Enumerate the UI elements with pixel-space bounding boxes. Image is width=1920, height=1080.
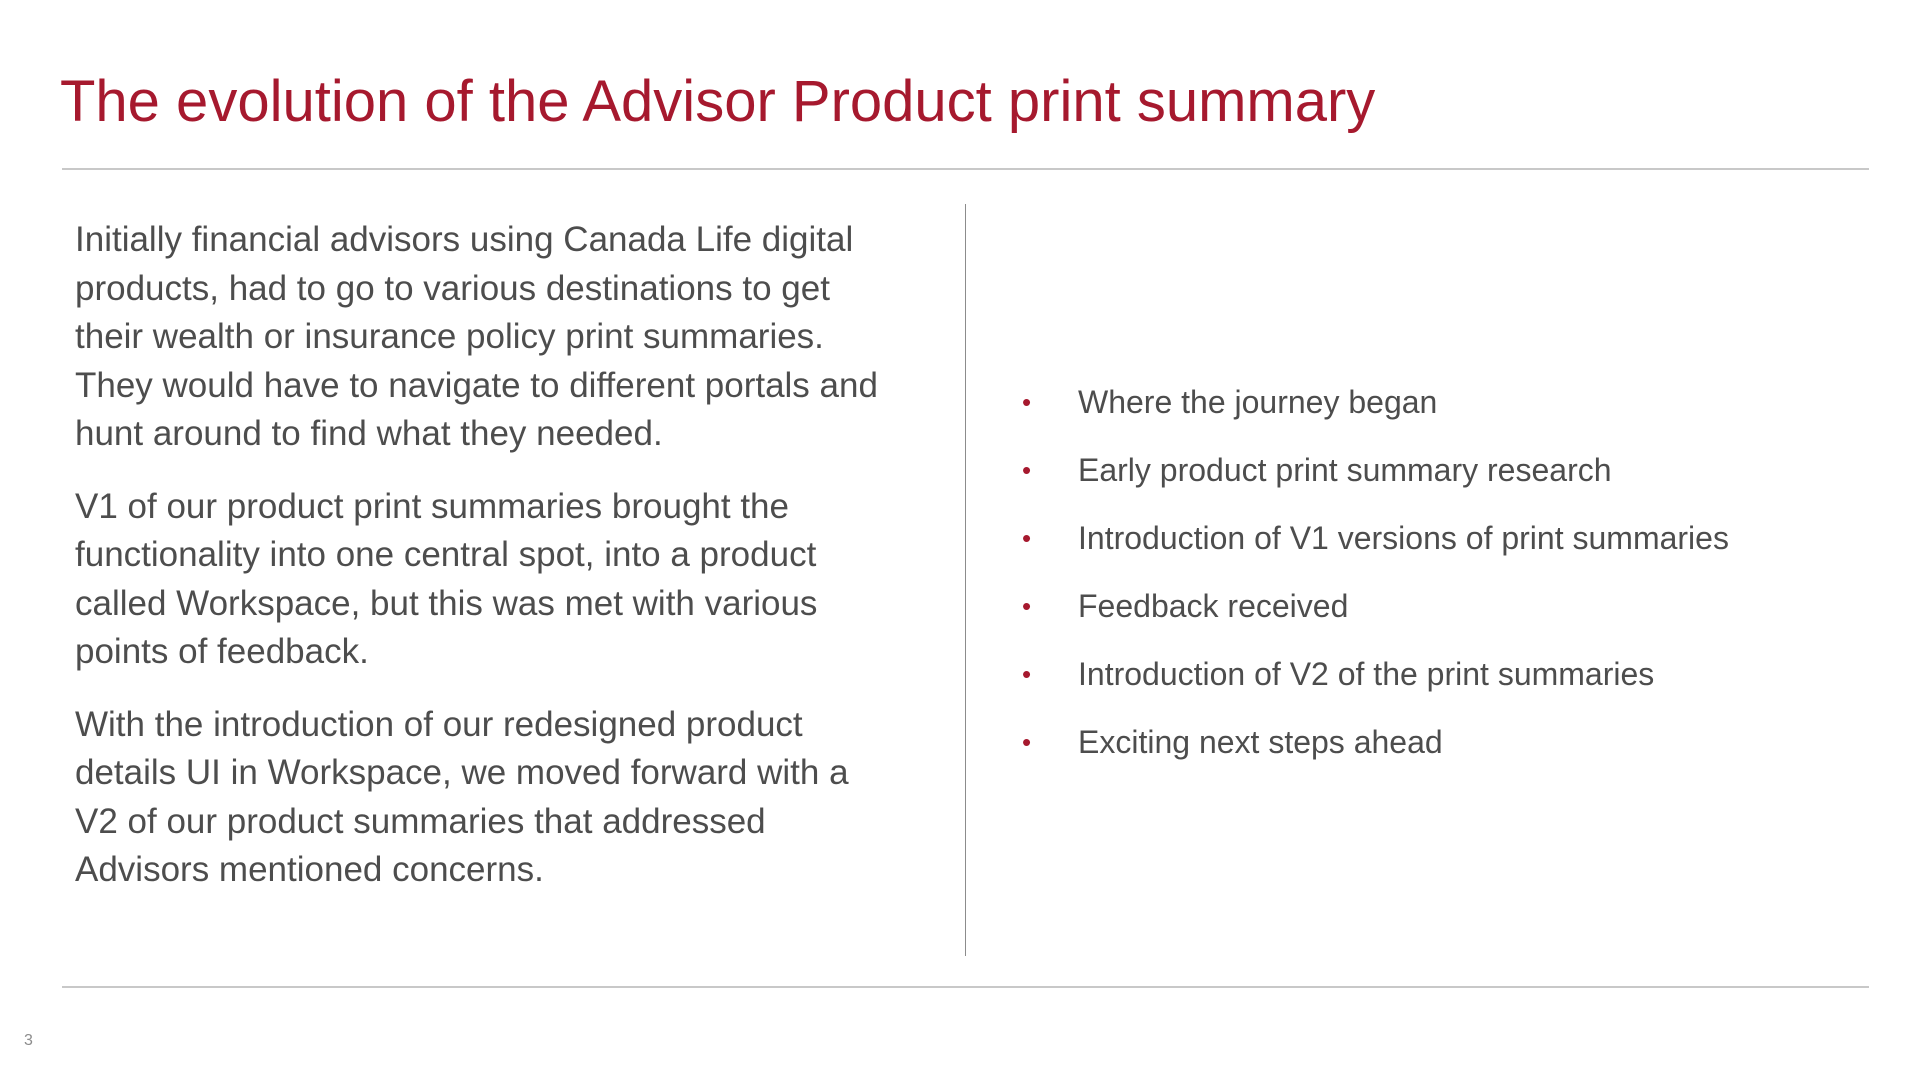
list-item	[1022, 450, 1862, 490]
title-divider	[62, 168, 1869, 170]
list-item	[1022, 586, 1862, 626]
list-item-label: Early product print summary research	[1078, 452, 1612, 488]
bullet-icon: •	[1022, 523, 1032, 553]
page-number: 3	[24, 1032, 33, 1049]
bullet-icon: •	[1022, 387, 1032, 417]
paragraph-v2: With the introduction of our redesigned product details UI in Workspace, we moved forward with a V2 of our product summaries that addressed Advisors mentioned concerns.	[75, 704, 849, 889]
paragraph-intro: Initially financial advisors using Canada Life digital products, had to go to various destinations to get their wealth or insurance policy print summaries. They would have to navigate to different portals and hunt around to find what they needed.	[75, 220, 878, 453]
bullet-icon: •	[1022, 455, 1032, 485]
slide-title: The evolution of the Advisor Product print summary	[60, 69, 1376, 134]
footer-divider	[62, 986, 1869, 988]
list-item-label: Where the journey began	[1078, 384, 1438, 420]
bullet-icon: •	[1022, 659, 1032, 689]
bullet-icon: •	[1022, 591, 1032, 621]
list-item	[1022, 518, 1862, 558]
list-item-label: Exciting next steps ahead	[1078, 724, 1443, 760]
list-item-label: Introduction of V2 of the print summaries	[1078, 656, 1655, 692]
bullet-icon: •	[1022, 727, 1032, 757]
list-item	[1022, 382, 1862, 422]
list-item	[1022, 654, 1862, 694]
list-item-label: Feedback received	[1078, 588, 1349, 624]
column-divider	[965, 204, 966, 956]
paragraph-v1: V1 of our product print summaries brought the functionality into one central spot, into a product called Workspace, but this was met with various points of feedback.	[75, 486, 818, 671]
list-item	[1022, 722, 1862, 762]
list-item-label: Introduction of V1 versions of print summaries	[1078, 520, 1729, 556]
right-column	[1022, 382, 1862, 790]
agenda-list	[1022, 382, 1862, 762]
left-column	[75, 216, 895, 919]
